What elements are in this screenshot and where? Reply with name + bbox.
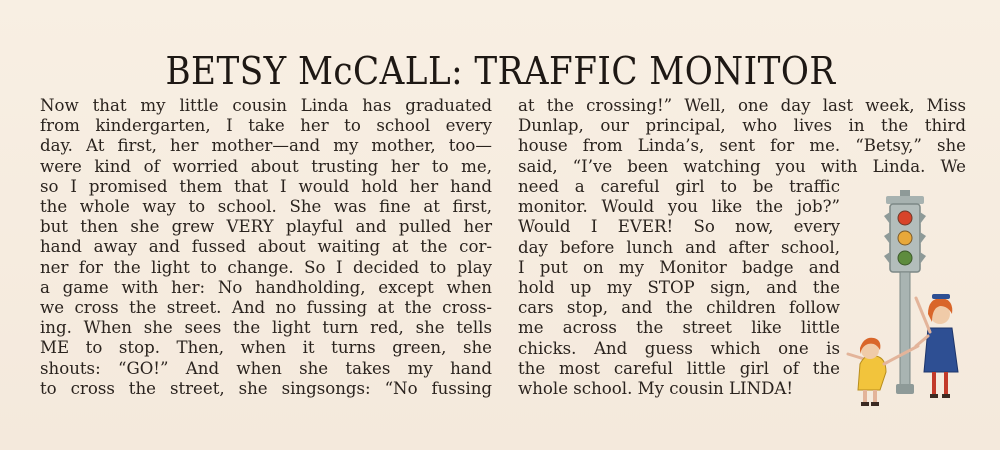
text-line: were kind of worried about trusting her to me,	[40, 156, 492, 176]
text-line: the whole way to school. She was fine at first,	[40, 197, 492, 217]
text-line: to cross the street, she singsongs: “No fussing	[40, 378, 492, 398]
left-column	[40, 96, 492, 399]
text-line: said, “I’ve been watching you with Linda. We	[518, 156, 966, 176]
text-line: house from Linda’s, sent for me. “Betsy,” she	[518, 136, 966, 156]
text-line: a game with her: No handholding, except when	[40, 277, 492, 297]
text-line: at the crossing!” Well, one day last week, Miss	[518, 96, 966, 115]
text-line: need a careful girl to be traffic	[518, 177, 840, 196]
text-line: from kindergarten, I take her to school every	[40, 116, 492, 136]
text-line: we cross the street. And no fussing at the cross-	[40, 298, 492, 318]
red-light-icon	[898, 211, 912, 225]
article-title: BETSY McCALL: TRAFFIC MONITOR	[165, 49, 836, 93]
text-line: ME to stop. Then, when it turns green, she	[40, 338, 492, 358]
text-line: ner for the light to change. So I decided to play	[40, 257, 492, 277]
text-line: monitor. Would you like the job?”	[518, 197, 840, 217]
text-line: Dunlap, our principal, who lives in the third	[518, 116, 966, 136]
traffic-light-girls-illustration	[840, 186, 990, 416]
text-line: hold up my STOP sign, and the	[518, 278, 840, 298]
text-line: shouts: “GO!” And when she takes my hand	[40, 358, 492, 378]
text-line: but then she grew VERY playful and pulled her	[40, 217, 492, 237]
text-line: so I promised them that I would hold her hand	[40, 176, 492, 196]
text-line: cars stop, and the children follow	[518, 298, 840, 318]
text-line: the most careful little girl of the	[518, 358, 840, 378]
amber-light-icon	[898, 231, 912, 245]
text-line: Would I EVER! So now, every	[518, 217, 840, 237]
text-line: hand away and fussed about waiting at the cor-	[40, 237, 492, 257]
text-line: chicks. And guess which one is	[518, 338, 840, 358]
text-line: Now that my little cousin Linda has graduated	[40, 96, 492, 115]
right-column-top	[518, 96, 966, 177]
text-line: ing. When she sees the light turn red, she tells	[40, 318, 492, 338]
right-column-bottom	[518, 177, 840, 399]
text-line: day before lunch and after school,	[518, 237, 840, 257]
text-line: I put on my Monitor badge and	[518, 257, 840, 277]
text-line: day. At first, her mother—and my mother, too—	[40, 136, 492, 156]
text-line: whole school. My cousin LINDA!	[518, 379, 794, 399]
green-light-icon	[898, 251, 912, 265]
betsy-figure-icon	[916, 294, 958, 398]
text-line: me across the street like little	[518, 318, 840, 338]
traffic-light-icon	[884, 190, 926, 394]
